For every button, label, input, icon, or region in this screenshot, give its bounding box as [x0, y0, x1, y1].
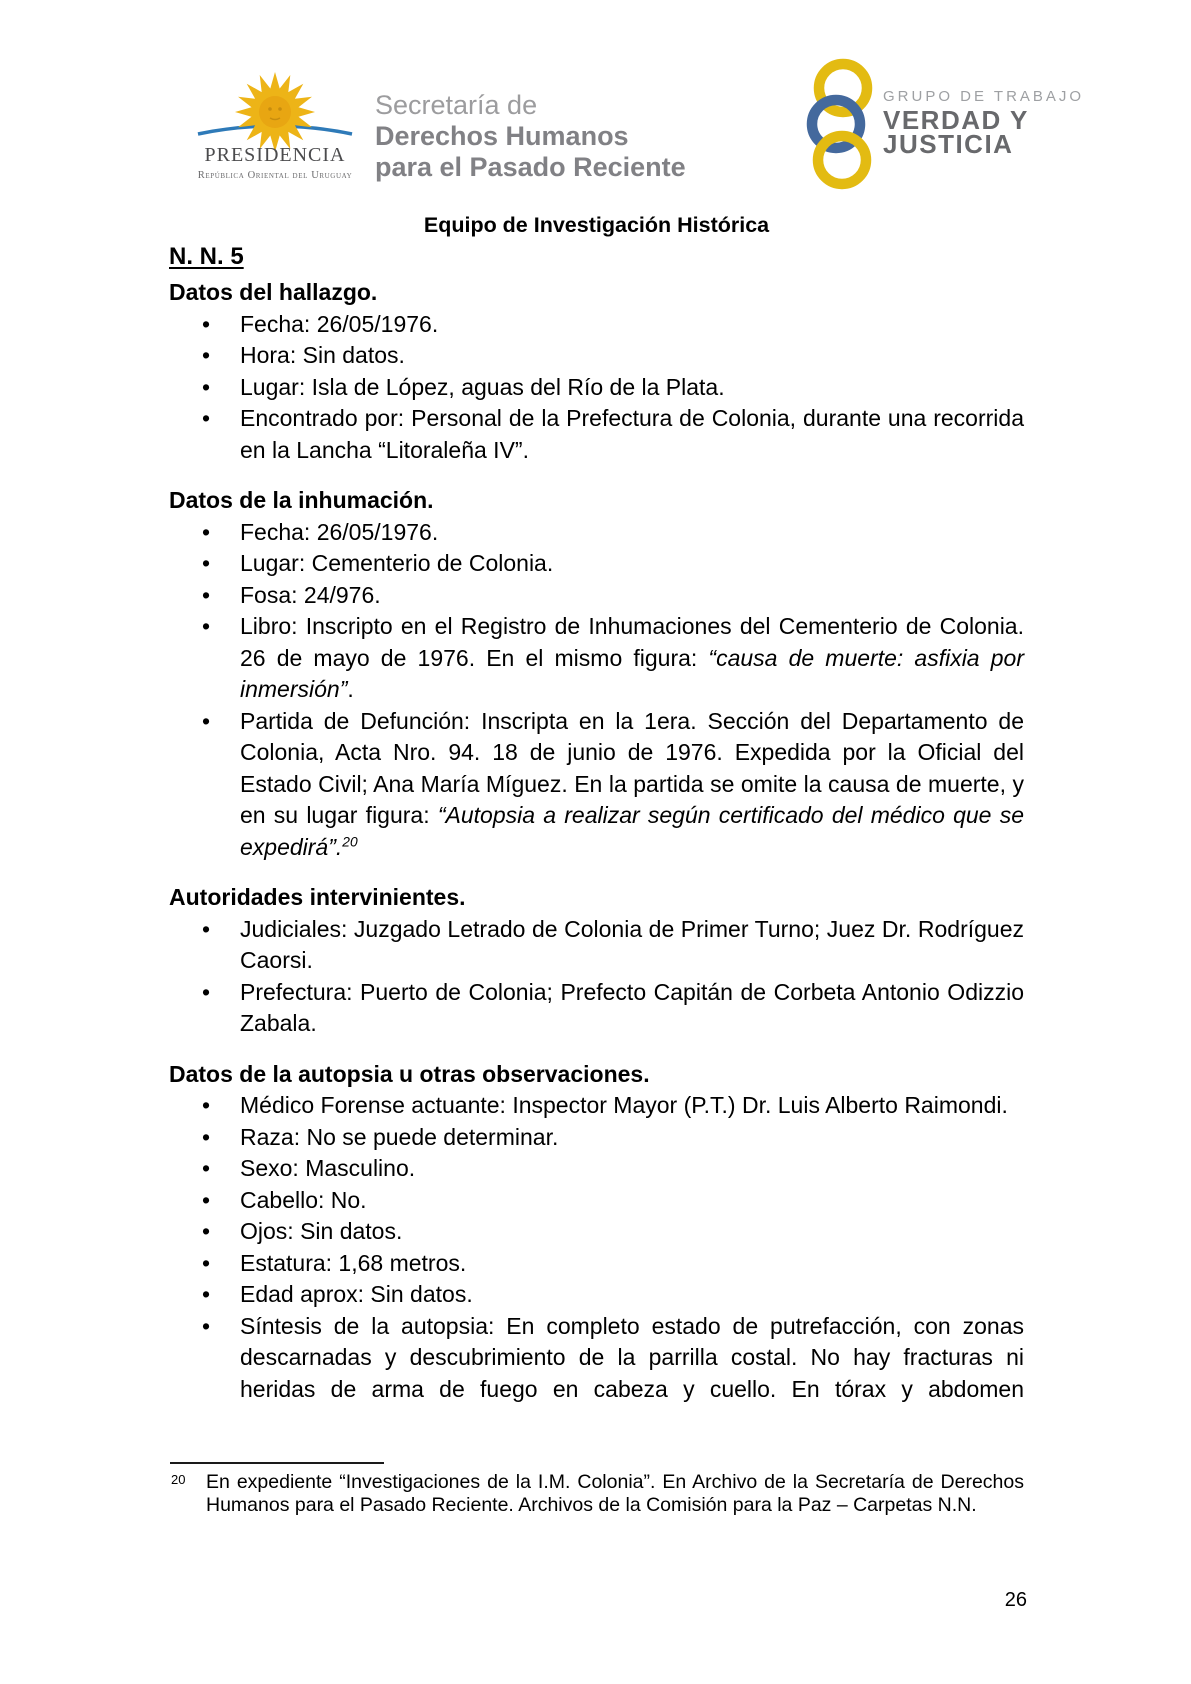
item-text: Sexo: Masculino. — [240, 1155, 416, 1181]
list-item — [169, 914, 1024, 977]
footnote — [169, 1462, 1024, 1516]
list-item — [169, 1122, 1024, 1154]
bullet-list — [169, 309, 1024, 467]
bullet-icon: • — [202, 581, 211, 608]
item-text: Síntesis de la autopsia: En completo estado de putrefacción, con zonas descarnadas y descubrimiento de la parrilla costal. No hay fracturas ni heridas de arma de fuego en cabeza y cuello. En tórax y abdomen — [240, 1312, 1024, 1402]
list-item — [169, 340, 1024, 372]
sections — [169, 277, 1024, 1405]
verdad-justicia-wordmark — [883, 88, 1085, 159]
list-item — [169, 1153, 1024, 1185]
document-body — [169, 210, 1024, 1405]
list-item — [169, 372, 1024, 404]
item-text: Encontrado por: Personal de la Prefectura de Colonia, durante una recorrida en la Lancha “Litoraleña IV”. — [240, 405, 1024, 463]
list-item — [169, 1185, 1024, 1217]
section-heading: Datos del hallazgo. — [169, 279, 378, 305]
bullet-icon: • — [202, 342, 211, 368]
footnote-number: 20 — [171, 1472, 186, 1487]
bullet-icon: • — [202, 550, 211, 576]
item-text: Estatura: 1,68 metros. — [240, 1249, 467, 1276]
bullet-icon: • — [202, 1312, 211, 1339]
list-item — [169, 1090, 1024, 1122]
presidencia-title: PRESIDENCIA — [204, 144, 346, 166]
secretaria-line1: Secretaría de — [375, 90, 538, 120]
list-item — [169, 580, 1024, 612]
document-section — [169, 277, 1024, 466]
section-heading: Datos de la inhumación. — [169, 487, 434, 513]
footnote-separator — [170, 1462, 384, 1464]
document-section — [169, 485, 1024, 863]
item-text: Fecha: 26/05/1976. — [240, 310, 439, 337]
bullet-icon: • — [202, 1281, 211, 1307]
list-item — [169, 1248, 1024, 1280]
item-text: Edad aprox: Sin datos. — [240, 1281, 473, 1307]
presidencia-emblem — [190, 60, 360, 188]
document-section — [169, 1059, 1024, 1406]
bullet-icon: • — [202, 1092, 211, 1118]
item-text: Prefectura: Puerto de Colonia; Prefecto Capitán de Corbeta Antonio Odizzio Zabala. — [240, 978, 1024, 1036]
section-heading: Datos de la autopsia u otras observaciones. — [169, 1060, 650, 1087]
page-number: 26 — [1004, 1589, 1027, 1611]
list-item — [169, 611, 1024, 706]
bullet-icon: • — [202, 978, 211, 1005]
list-item — [169, 309, 1024, 341]
list-item — [169, 1216, 1024, 1248]
item-text: Fecha: 26/05/1976. — [240, 518, 439, 545]
presidencia-subtitle: República Oriental del Uruguay — [197, 170, 353, 181]
list-item — [169, 1279, 1024, 1311]
bullet-icon: • — [202, 613, 211, 639]
bullet-icon: • — [202, 1123, 211, 1150]
header — [0, 0, 1191, 205]
list-item — [169, 706, 1024, 864]
bullet-list — [169, 517, 1024, 864]
document-section — [169, 882, 1024, 1040]
bullet-icon: • — [202, 405, 211, 431]
item-text: Judiciales: Juzgado Letrado de Colonia de Primer Turno; Juez Dr. Rodríguez Caorsi. — [240, 915, 1024, 973]
item-text: Ojos: Sin datos. — [240, 1218, 403, 1244]
sun-icon — [235, 72, 315, 152]
team-title: Equipo de Investigación Histórica — [423, 213, 770, 237]
bullet-icon: • — [202, 1155, 211, 1181]
item-text: Libro: Inscripto en el Registro de Inhumaciones del Cementerio de Colonia. 26 de mayo de 1976. En el mismo figura: “causa de muerte: asfixia por inmersión”. — [240, 613, 1024, 702]
list-item — [169, 403, 1024, 466]
list-item — [169, 517, 1024, 549]
bullet-list — [169, 914, 1024, 1040]
bullet-icon: • — [202, 1249, 211, 1276]
grupo-kicker: GRUPO DE TRABAJO — [883, 88, 1085, 105]
list-item — [169, 1311, 1024, 1406]
item-text: Fosa: 24/976. — [240, 581, 381, 608]
bullet-icon: • — [202, 310, 211, 337]
item-text: Lugar: Cementerio de Colonia. — [240, 550, 554, 576]
secretaria-line2: Derechos Humanos — [375, 121, 629, 151]
bullet-list — [169, 1090, 1024, 1405]
bullet-icon: • — [202, 915, 211, 942]
justicia-line: JUSTICIA — [883, 129, 1014, 159]
list-item — [169, 548, 1024, 580]
verdad-line: VERDAD Y — [883, 105, 1029, 135]
bullet-icon: • — [202, 373, 211, 400]
list-item — [169, 977, 1024, 1040]
item-text: Médico Forense actuante: Inspector Mayor (P.T.) Dr. Luis Alberto Raimondi. — [240, 1092, 1008, 1118]
bullet-icon: • — [202, 1186, 211, 1213]
rings-icon — [803, 56, 879, 196]
item-text: Hora: Sin datos. — [240, 342, 405, 368]
bullet-icon: • — [202, 1218, 211, 1244]
footnote-body — [169, 1471, 1024, 1516]
secretaria-wordmark — [375, 90, 686, 183]
case-id: N. N. 5 — [169, 243, 244, 270]
item-text: Partida de Defunción: Inscripta en la 1era. Sección del Departamento de Colonia, Acta Nro. 94. 18 de junio de 1976. Expedida por la Oficial del Estado Civil; Ana María Míguez. En la partida se omite la causa de muerte, y en su lugar figura: “Autopsia a realizar según certificado del médico que se expedirá”.$^{20}$ — [240, 707, 1024, 860]
item-text: Cabello: No. — [240, 1186, 367, 1213]
bullet-icon: • — [202, 707, 211, 734]
item-text: Lugar: Isla de López, aguas del Río de la Plata. — [240, 373, 725, 400]
footnote-text: En expediente “Investigaciones de la I.M. Colonia”. En Archivo de la Secretaría de Derechos Humanos para el Pasado Reciente. Archivos de la Comisión para la Paz – Carpetas N.N. — [206, 1471, 1024, 1516]
secretaria-line3: para el Pasado Reciente — [375, 152, 686, 182]
item-text: Raza: No se puede determinar. — [240, 1123, 559, 1150]
presidencia-logo — [190, 60, 360, 188]
bullet-icon: • — [202, 518, 211, 545]
section-heading: Autoridades intervinientes. — [169, 884, 466, 910]
